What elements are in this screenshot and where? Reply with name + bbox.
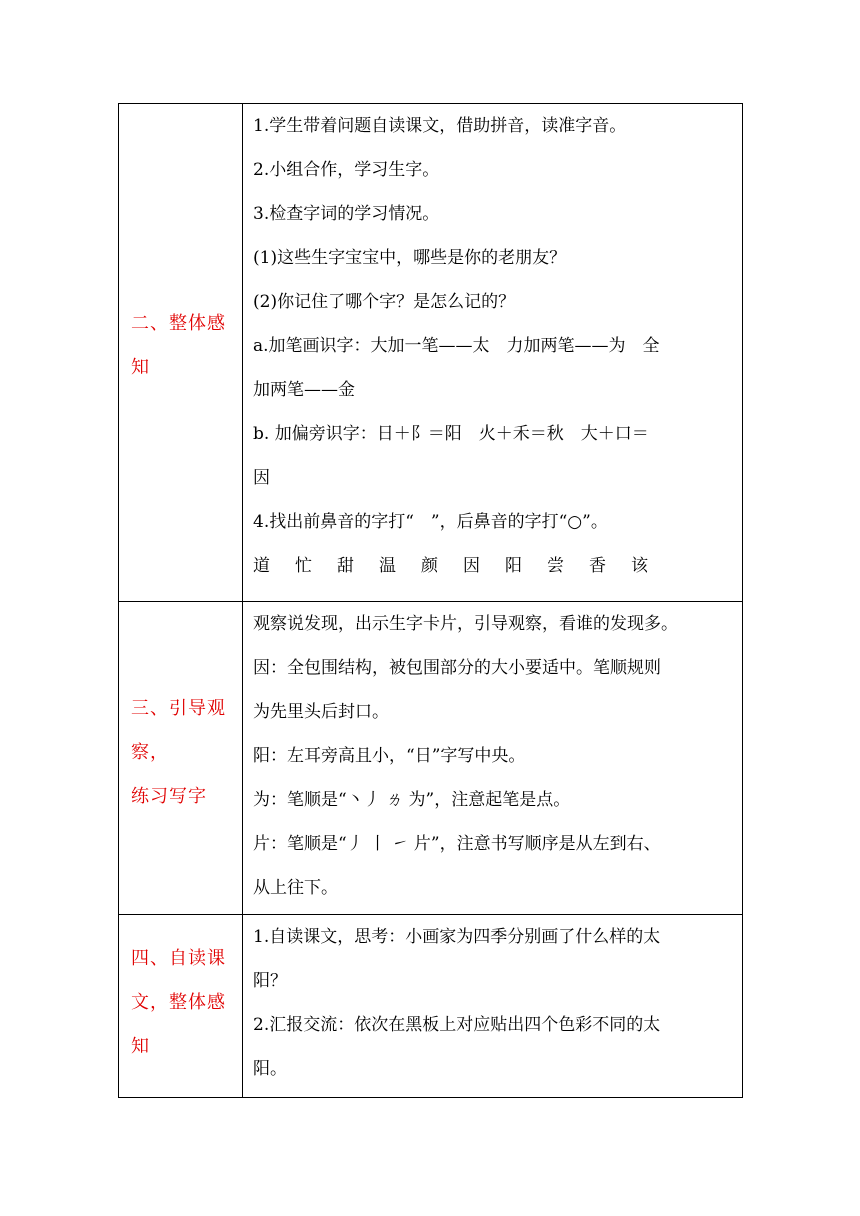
content-line: 阳？ bbox=[253, 971, 287, 991]
content-line: 3.检查字词的学习情况。 bbox=[253, 204, 440, 224]
content-line: 阳：左耳旁高且小，“日”字写中央。 bbox=[253, 746, 526, 766]
content-line: 因 bbox=[253, 468, 270, 488]
content-line: b. 加偏旁识字：日＋阝＝阳 火＋禾＝秋 大＋口＝ bbox=[253, 424, 649, 444]
content-line: (2)你记住了哪个字？是怎么记的？ bbox=[253, 292, 516, 312]
character: 尝 bbox=[547, 556, 564, 576]
content-line: 因：全包围结构，被包围部分的大小要适中。笔顺规则 bbox=[253, 658, 661, 678]
table-row bbox=[119, 602, 743, 915]
content-cell bbox=[243, 104, 743, 602]
character: 该 bbox=[631, 556, 648, 576]
character: 颜 bbox=[421, 556, 438, 576]
content-line: (1)这些生字宝宝中，哪些是你的老朋友？ bbox=[253, 248, 567, 268]
stage-label-line: 三、引导观察， bbox=[131, 698, 226, 763]
stage-cell bbox=[119, 602, 243, 915]
content-line: 1.自读课文，思考：小画家为四季分别画了什么样的太 bbox=[253, 927, 661, 947]
content-line: 从上往下。 bbox=[253, 878, 338, 898]
character: 温 bbox=[379, 556, 396, 576]
content-line: 1.学生带着问题自读课文，借助拼音，读准字音。 bbox=[253, 116, 627, 136]
content-line: 观察说发现，出示生字卡片，引导观察，看谁的发现多。 bbox=[253, 614, 678, 634]
character: 香 bbox=[589, 556, 606, 576]
character-list bbox=[243, 544, 742, 588]
lesson-plan-table bbox=[118, 103, 743, 1098]
content-cell bbox=[243, 602, 743, 915]
content-line: 2.小组合作，学习生字。 bbox=[253, 160, 440, 180]
stage-label bbox=[119, 687, 242, 819]
content-cell bbox=[243, 915, 743, 1098]
character: 忙 bbox=[295, 556, 312, 576]
character: 因 bbox=[463, 556, 480, 576]
character: 道 bbox=[253, 556, 270, 576]
content-line: 加两笔——金 bbox=[253, 380, 355, 400]
content-line: 片：笔顺是“丿 丨 ㇀ 片”，注意书写顺序是从左到右、 bbox=[253, 834, 661, 854]
content-line: 为：笔顺是“丶丿 ㄌ 为”，注意起笔是点。 bbox=[253, 790, 571, 810]
character: 甜 bbox=[337, 556, 354, 576]
stage-label-line: 练习写字 bbox=[131, 786, 207, 807]
table-row bbox=[119, 915, 743, 1098]
content-line: 4.找出前鼻音的字打“ ”，后鼻音的字打“○”。 bbox=[253, 512, 608, 532]
content-line: a.加笔画识字：大加一笔——太 力加两笔——为 全 bbox=[253, 336, 660, 356]
content-line: 为先里头后封口。 bbox=[253, 702, 389, 722]
stage-cell bbox=[119, 915, 243, 1098]
content-line: 阳。 bbox=[253, 1059, 287, 1079]
content-line: 2.汇报交流：依次在黑板上对应贴出四个色彩不同的太 bbox=[253, 1015, 661, 1035]
character: 阳 bbox=[505, 556, 522, 576]
stage-label: 四、自读课文，整体感知 bbox=[131, 948, 226, 1057]
stage-cell bbox=[119, 104, 243, 602]
stage-label: 二、整体感知 bbox=[131, 312, 226, 378]
table-row bbox=[119, 104, 743, 602]
